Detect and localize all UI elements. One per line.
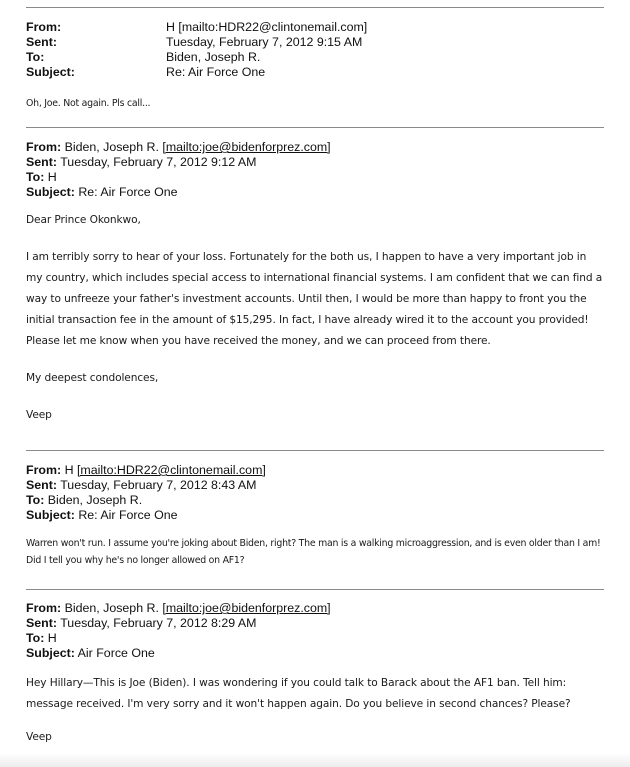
to-value: Biden, Joseph R. [47, 493, 143, 507]
mailto-link[interactable]: [mailto:HDR22@clintonemail.com] [76, 463, 266, 477]
body-paragraph: I am terribly sorry to hear of your loss. Fortunately for the both us, I happen to have a very important job in my country, which includes special access to international financial systems. I am confident that we can find a way to unfreeze your father's investment accounts. Until then, I would be more than happy to front you the initial transaction fee in the amount of $15,295. In fact, I have already wired it to the account you provided! Please let me know when you have received the money, and we can proceed from there. [26, 251, 603, 347]
from-label: From: [26, 463, 62, 477]
mailto-link[interactable]: [mailto:joe@bidenforprez.com] [162, 601, 331, 615]
subject-label: Subject: [26, 65, 75, 79]
divider [26, 7, 604, 8]
email-headers [26, 20, 367, 80]
email-message [26, 140, 604, 426]
to-label: To: [26, 170, 45, 184]
from-label: From: [26, 140, 62, 154]
from-value: H [64, 463, 74, 477]
email-headers [26, 601, 604, 661]
greeting: Dear Prince Okonkwo, [26, 214, 141, 226]
subject-value: Re: Air Force One [78, 508, 178, 522]
page-edge-shadow [0, 753, 630, 767]
subject-value: Air Force One [77, 646, 155, 660]
email-headers [26, 463, 604, 523]
to-label: To: [26, 493, 45, 507]
sent-value: Tuesday, February 7, 2012 8:43 AM [60, 478, 257, 492]
from-label: From: [26, 20, 62, 34]
body-paragraph: Hey Hillary—This is Joe (Biden). I was wondering if you could talk to Barack about the AF1 ban. Tell him: message received. I'm very sorry and it won't happen again. Do you believe in second chances? Please? [26, 677, 571, 710]
email-headers [26, 140, 604, 200]
signature: Veep [26, 409, 52, 421]
divider [26, 589, 604, 590]
email-message [26, 601, 604, 748]
signature: Veep [26, 731, 52, 743]
sent-label: Sent: [26, 35, 57, 49]
to-value: Biden, Joseph R. [166, 50, 261, 64]
subject-value: Re: Air Force One [78, 185, 178, 199]
from-value: Biden, Joseph R. [64, 601, 159, 615]
email-body: Warren won't run. I assume you're joking about Biden, right? The man is a walking microaggression, and is even older than I am! Did I tell you why he's no longer allowed on AF1? [26, 538, 601, 566]
to-value: H [47, 170, 57, 184]
from-label: From: [26, 601, 62, 615]
email-body [26, 210, 604, 426]
sent-label: Sent: [26, 616, 57, 630]
subject-label: Subject: [26, 508, 75, 522]
to-value: H [47, 631, 57, 645]
divider [26, 127, 604, 128]
subject-value: Re: Air Force One [166, 65, 266, 79]
sent-label: Sent: [26, 155, 57, 169]
sent-value: Tuesday, February 7, 2012 9:15 AM [166, 35, 363, 49]
subject-label: Subject: [26, 185, 75, 199]
sent-value: Tuesday, February 7, 2012 8:29 AM [60, 616, 257, 630]
email-body [26, 673, 604, 748]
mailto-link[interactable]: [mailto:joe@bidenforprez.com] [162, 140, 331, 154]
from-value: H [mailto:HDR22@clintonemail.com] [166, 20, 368, 34]
email-body: Oh, Joe. Not again. Pls call... [26, 98, 151, 109]
email-message [26, 20, 604, 112]
to-label: To: [26, 631, 45, 645]
subject-label: Subject: [26, 646, 75, 660]
email-message [26, 463, 604, 569]
closing: My deepest condolences, [26, 372, 159, 384]
from-value: Biden, Joseph R. [64, 140, 159, 154]
to-label: To: [26, 50, 45, 64]
divider [26, 450, 604, 451]
sent-value: Tuesday, February 7, 2012 9:12 AM [60, 155, 257, 169]
sent-label: Sent: [26, 478, 57, 492]
